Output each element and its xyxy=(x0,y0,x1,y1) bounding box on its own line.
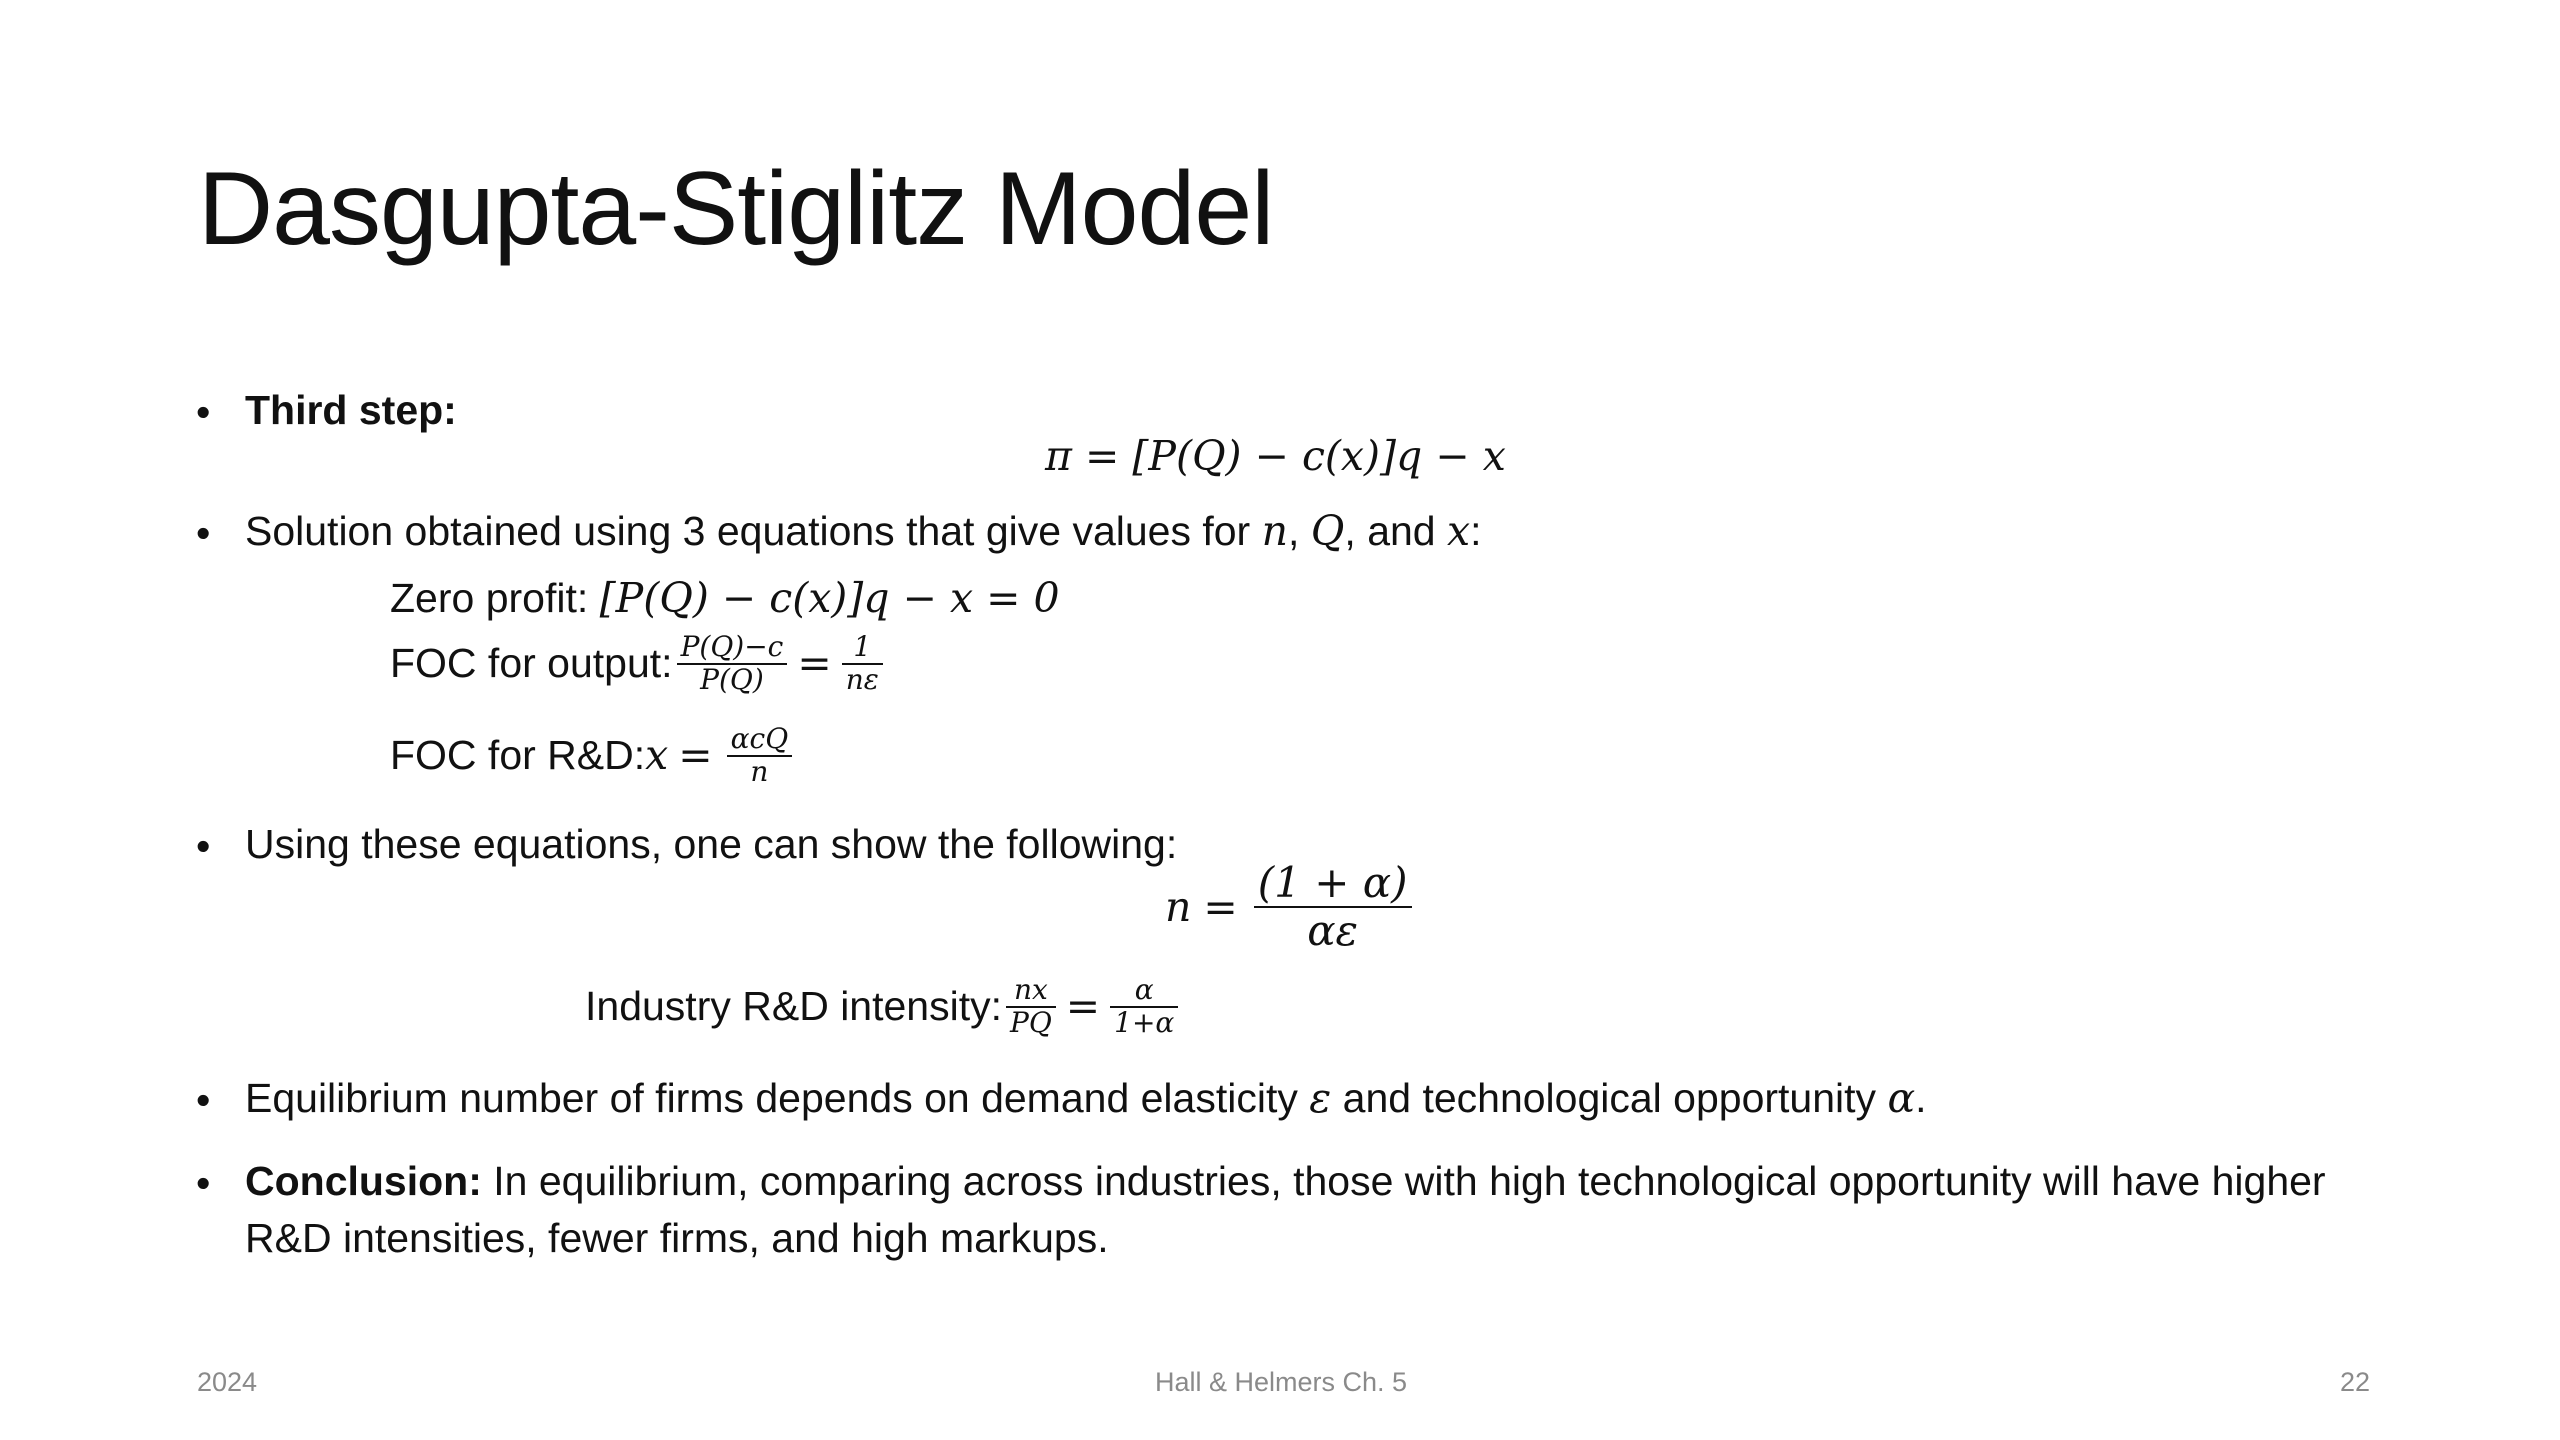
foc-rd-fraction xyxy=(727,724,793,788)
intensity-line xyxy=(585,975,1182,1039)
intensity-rhs-fraction xyxy=(1110,975,1178,1039)
foc-output-rhs-numerator: 1 xyxy=(853,630,872,663)
intensity-fraction xyxy=(1006,975,1056,1039)
using-equations-text: Using these equations, one can show the following: xyxy=(245,821,1178,867)
epsilon-symbol: ε xyxy=(1309,1074,1332,1122)
sep1: , xyxy=(1288,508,1311,554)
intensity-denominator: PQ xyxy=(1010,1005,1052,1039)
foc-output-label: FOC for output: xyxy=(390,640,673,687)
foc-rd-label: FOC for R&D: xyxy=(390,732,646,779)
n-eq-numerator: (1 + α) xyxy=(1257,858,1408,907)
var-n: n xyxy=(1261,507,1288,555)
n-eq-fraction xyxy=(1254,860,1412,954)
footer-date: 2024 xyxy=(197,1367,258,1397)
bullet-marker: • xyxy=(196,510,211,556)
third-step-bold: Third step: xyxy=(245,387,457,433)
sep2: , and xyxy=(1344,508,1448,554)
foc-output-denominator: P(Q) xyxy=(700,662,764,696)
equals-sign: = xyxy=(1065,982,1101,1031)
solution-intro: Solution obtained using 3 equations that give values for xyxy=(245,508,1262,554)
foc-rd-denominator: n xyxy=(750,754,769,788)
foc-output-fraction xyxy=(677,632,788,696)
foc-output-numerator: P(Q)−c xyxy=(680,630,784,663)
var-x: x xyxy=(1447,507,1471,555)
var-Q: Q xyxy=(1310,507,1345,555)
bullet-marker: • xyxy=(196,1160,211,1206)
intensity-rhs-denominator: 1+α xyxy=(1114,1005,1175,1039)
colon: : xyxy=(1470,508,1482,554)
conclusion-body: In equilibrium, comparing across industries, those with high technological opportunity will have higher R&D intensities, fewer firms, and high markups. xyxy=(245,1158,2326,1262)
footer-source: Hall & Helmers Ch. 5 xyxy=(1155,1367,1408,1397)
eq-text-2: and technological opportunity xyxy=(1331,1075,1888,1121)
slide-title: Dasgupta-Stiglitz Model xyxy=(198,151,1274,267)
third-step-label xyxy=(245,382,457,439)
n-eq-lhs: n xyxy=(1165,883,1192,932)
foc-rd-lhs: x xyxy=(645,731,669,780)
profit-equation: π = [P(Q) − c(x)]q − x xyxy=(1045,432,1506,480)
conclusion-bold: Conclusion: xyxy=(245,1158,482,1204)
zero-profit-equation: [P(Q) − c(x)]q − x = 0 xyxy=(599,574,1060,622)
zero-profit-line xyxy=(390,570,1060,627)
alpha-symbol: α xyxy=(1887,1074,1916,1122)
n-eq-denominator: αε xyxy=(1307,906,1359,956)
equals-sign: = xyxy=(678,731,713,780)
slide-number: 22 xyxy=(2340,1367,2371,1397)
equals-sign: = xyxy=(797,639,832,688)
equilibrium-text xyxy=(245,1070,1927,1127)
foc-output-rhs-denominator: nε xyxy=(845,662,879,696)
intensity-rhs-numerator: α xyxy=(1134,973,1154,1006)
intensity-label: Industry R&D intensity: xyxy=(585,983,1002,1030)
solution-text xyxy=(245,503,1482,560)
intensity-numerator: nx xyxy=(1013,973,1048,1006)
n-equation xyxy=(1165,860,1416,954)
zero-profit-label: Zero profit: xyxy=(390,575,600,621)
foc-output-line xyxy=(390,632,887,696)
foc-rd-line xyxy=(390,724,796,788)
foc-output-rhs-fraction xyxy=(842,632,883,696)
bullet-marker: • xyxy=(196,1077,211,1123)
eq-text-1: Equilibrium number of firms depends on demand elasticity xyxy=(245,1075,1310,1121)
foc-rd-numerator: αcQ xyxy=(730,722,789,755)
equals-sign: = xyxy=(1203,883,1238,932)
bullet-marker: • xyxy=(196,823,211,869)
conclusion-text xyxy=(245,1153,2395,1268)
eq-text-end: . xyxy=(1915,1075,1927,1121)
bullet-marker: • xyxy=(196,389,211,435)
